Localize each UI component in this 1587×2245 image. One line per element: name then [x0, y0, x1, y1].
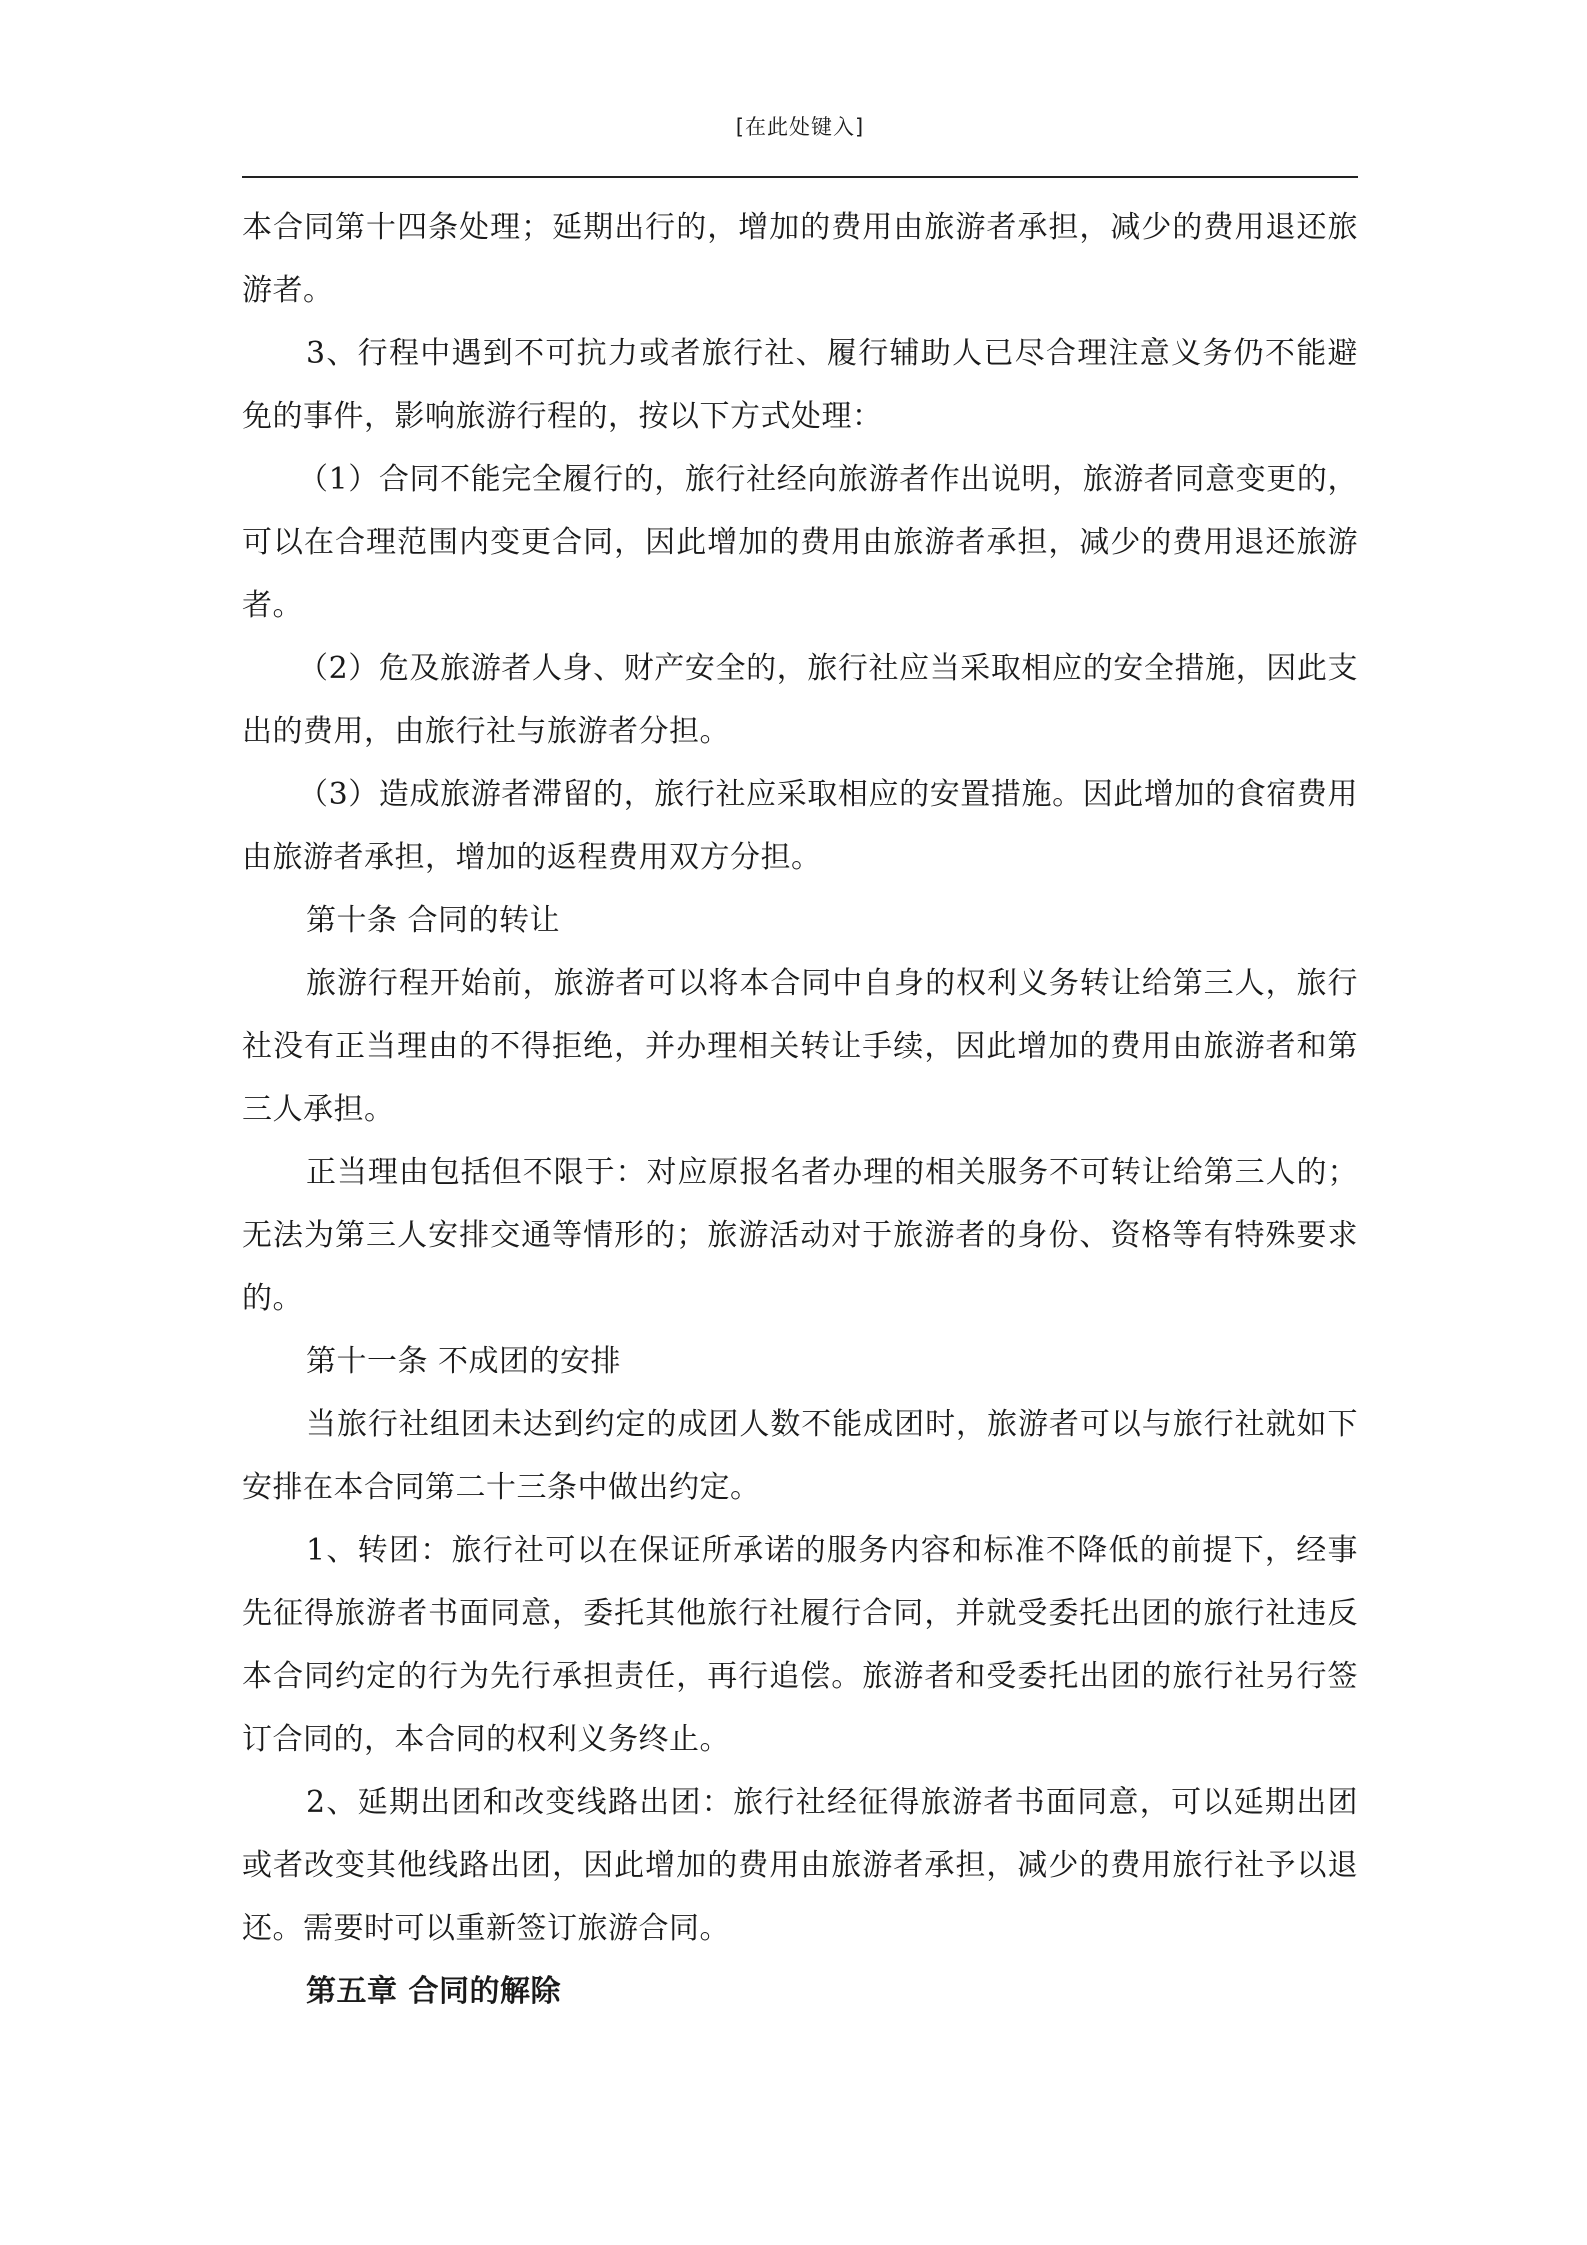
paragraph: 3、行程中遇到不可抗力或者旅行社、履行辅助人已尽合理注意义务仍不能避免的事件，影响旅游行程的，按以下方式处理：	[242, 336, 1358, 434]
section-heading: 第十条 合同的转让	[306, 903, 561, 938]
paragraph: 旅游行程开始前，旅游者可以将本合同中自身的权利义务转让给第三人，旅行社没有正当理由的不得拒绝，并办理相关转让手续，因此增加的费用由旅游者和第三人承担。	[242, 966, 1358, 1127]
page-header: [在此处键入]	[735, 115, 865, 139]
section-heading: 第十一条 不成团的安排	[306, 1344, 622, 1379]
chapter-heading: 第五章 合同的解除	[306, 1974, 561, 2009]
paragraph: 本合同第十四条处理；延期出行的，增加的费用由旅游者承担，减少的费用退还旅游者。	[242, 210, 1358, 308]
paragraph: （2）危及旅游者人身、财产安全的，旅行社应当采取相应的安全措施，因此支出的费用，由旅行社与旅游者分担。	[242, 651, 1358, 749]
paragraph: （1）合同不能完全履行的，旅行社经向旅游者作出说明，旅游者同意变更的，可以在合理范围内变更合同，因此增加的费用由旅游者承担，减少的费用退还旅游者。	[242, 462, 1358, 623]
paragraph: 2、延期出团和改变线路出团：旅行社经征得旅游者书面同意，可以延期出团或者改变其他线路出团，因此增加的费用由旅游者承担，减少的费用旅行社予以退还。需要时可以重新签订旅游合同。	[242, 1785, 1358, 1946]
paragraph: 正当理由包括但不限于：对应原报名者办理的相关服务不可转让给第三人的；无法为第三人安排交通等情形的；旅游活动对于旅游者的身份、资格等有特殊要求的。	[242, 1155, 1358, 1316]
paragraph: （3）造成旅游者滞留的，旅行社应采取相应的安置措施。因此增加的食宿费用由旅游者承担，增加的返程费用双方分担。	[242, 777, 1358, 875]
document-body	[242, 196, 1358, 2023]
paragraph: 当旅行社组团未达到约定的成团人数不能成团时，旅游者可以与旅行社就如下安排在本合同第二十三条中做出约定。	[242, 1407, 1358, 1505]
paragraph: 1、转团：旅行社可以在保证所承诺的服务内容和标准不降低的前提下，经事先征得旅游者书面同意，委托其他旅行社履行合同，并就受委托出团的旅行社违反本合同约定的行为先行承担责任，再行追偿。旅游者和受委托出团的旅行社另行签订合同的，本合同的权利义务终止。	[242, 1533, 1358, 1757]
header-rule	[242, 176, 1358, 178]
